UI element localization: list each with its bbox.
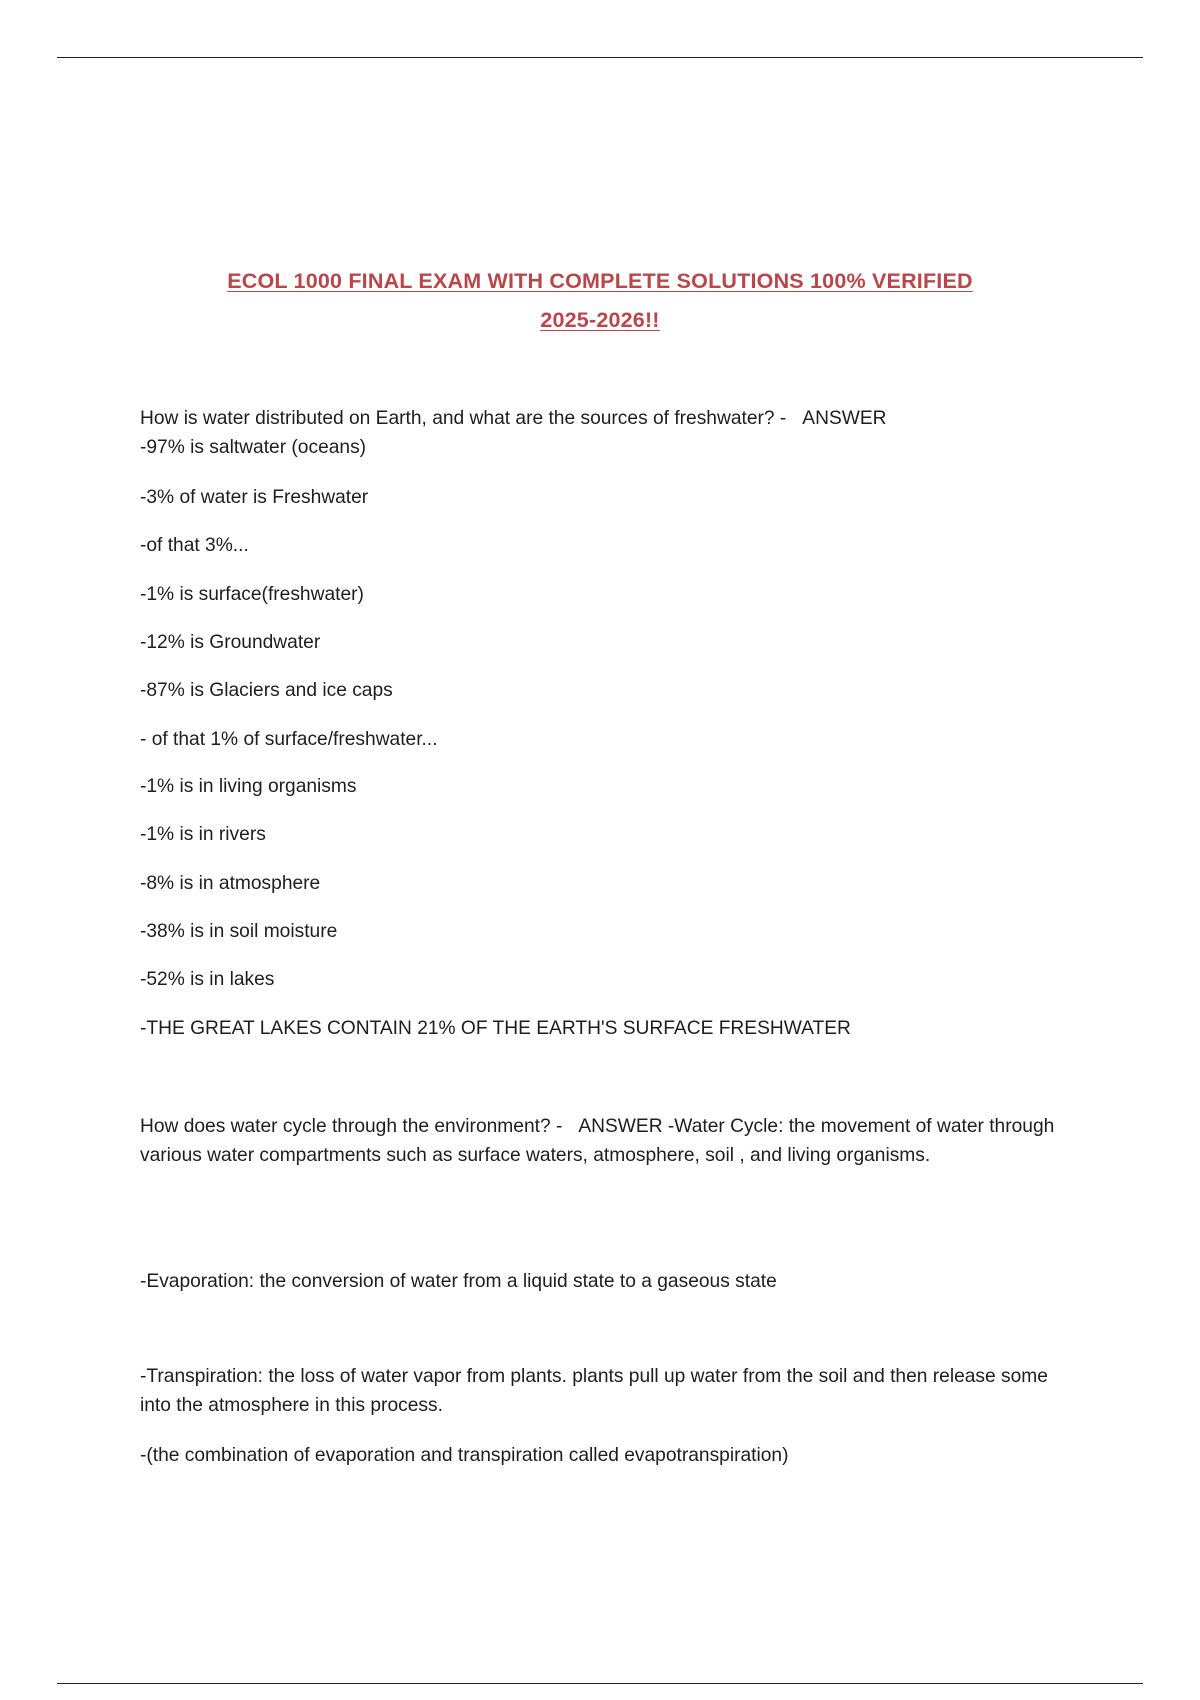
answer-line: - of that 1% of surface/freshwater...: [140, 729, 438, 750]
answer-line: -12% is Groundwater: [140, 632, 321, 653]
answer-line: -THE GREAT LAKES CONTAIN 21% OF THE EARTH'S SURFACE FRESHWATER: [140, 1018, 851, 1039]
question-2: [140, 1112, 1075, 1170]
document-title: [140, 262, 1060, 340]
top-rule: [57, 57, 1143, 58]
question-1-answer-first-line: -97% is saltwater (oceans): [140, 437, 367, 458]
question-1-text: How is water distributed on Earth, and what are the sources of freshwater? -: [140, 408, 787, 429]
bottom-rule: [57, 1683, 1143, 1684]
answer-line: -38% is in soil moisture: [140, 921, 338, 942]
question-2-answer-label: ANSWER: [578, 1116, 663, 1137]
answer-line: -of that 3%...: [140, 535, 249, 556]
answer-line: -1% is in living organisms: [140, 776, 357, 797]
answer-line: -3% of water is Freshwater: [140, 487, 369, 508]
answer-line: -8% is in atmosphere: [140, 873, 321, 894]
question-1: [140, 404, 1075, 462]
answer-paragraph: -Transpiration: the loss of water vapor from plants. plants pull up water from the soil and then release some into the atmosphere in this process.: [140, 1366, 1048, 1416]
question-1-answer-label: ANSWER: [802, 408, 887, 429]
answer-line: -(the combination of evaporation and transpiration called evapotranspiration): [140, 1445, 789, 1466]
answer-line: -Evaporation: the conversion of water from a liquid state to a gaseous state: [140, 1271, 777, 1292]
question-2-answer-first-line: -Water Cycle: the movement of water through various water compartments such as surface waters, atmosphere, soil , and living organisms.: [140, 1116, 1055, 1166]
answer-line: -87% is Glaciers and ice caps: [140, 680, 393, 701]
answer-line: -1% is surface(freshwater): [140, 584, 364, 605]
answer-line: -52% is in lakes: [140, 969, 275, 990]
answer-line: -1% is in rivers: [140, 824, 266, 845]
title-line-1: ECOL 1000 FINAL EXAM WITH COMPLETE SOLUTIONS 100% VERIFIED: [227, 269, 973, 293]
question-2-text: How does water cycle through the environment? -: [140, 1116, 563, 1137]
title-line-2: 2025-2026!!: [540, 308, 660, 332]
